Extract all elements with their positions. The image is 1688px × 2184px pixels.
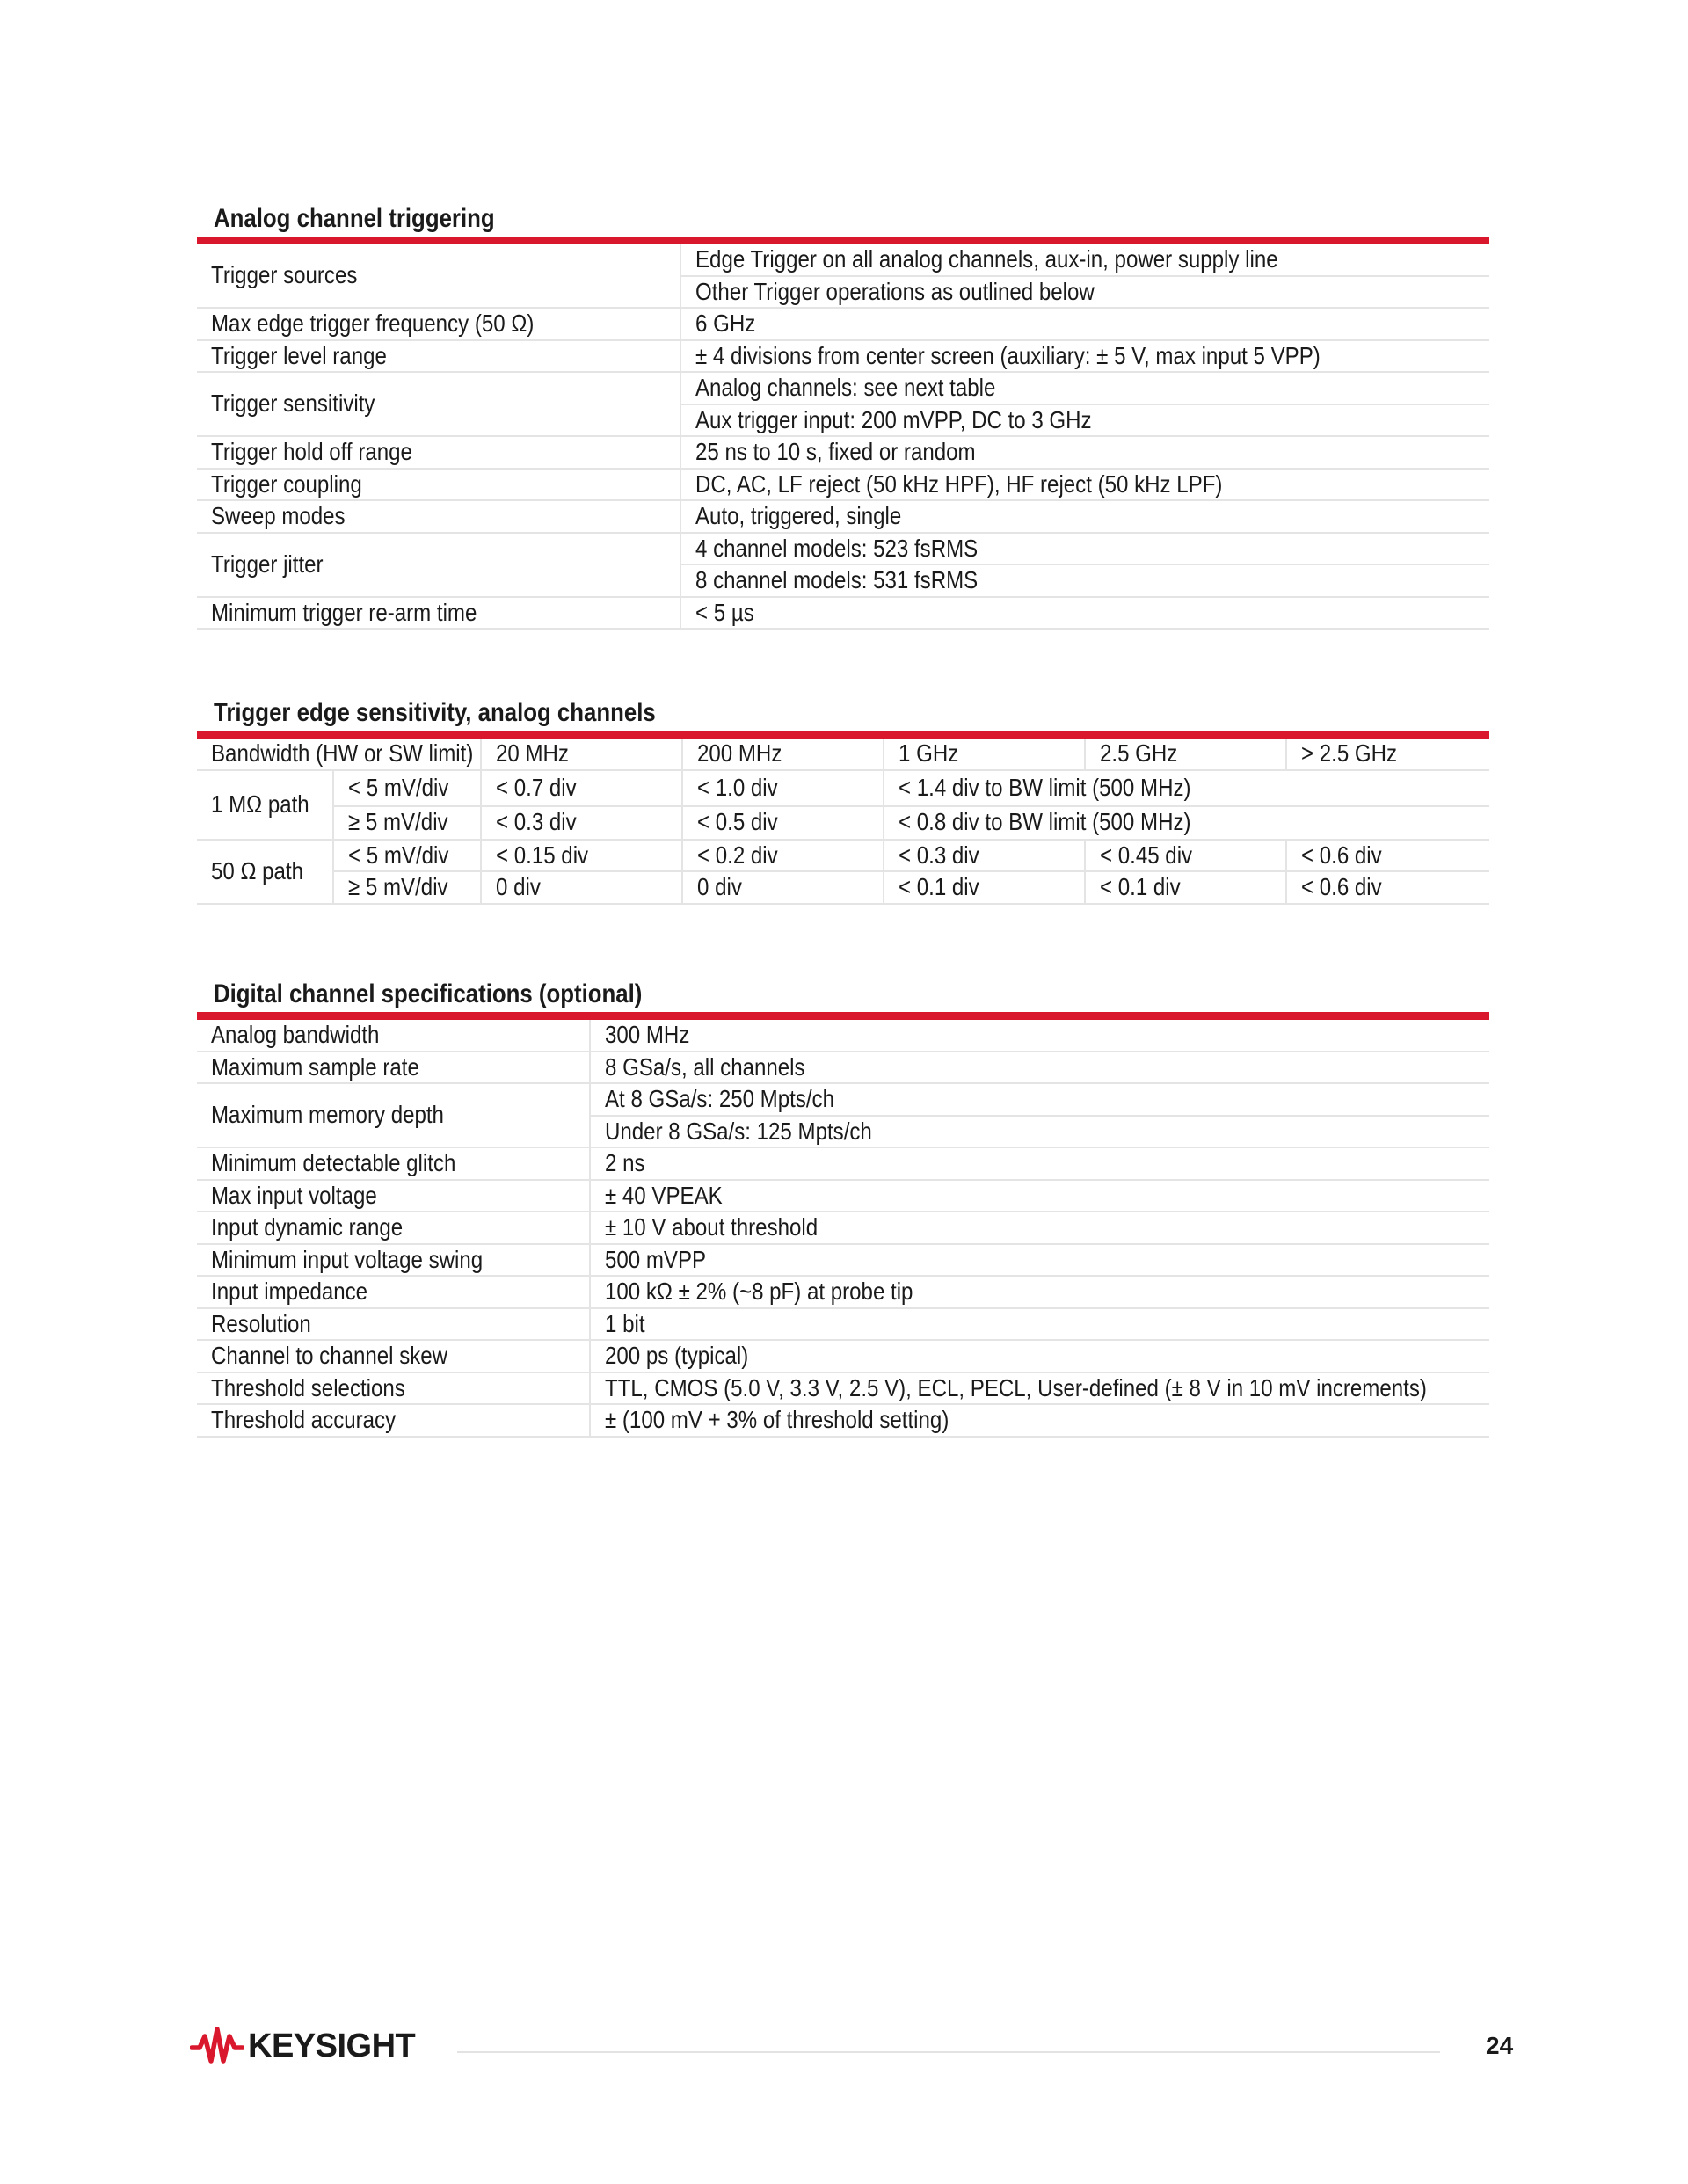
range-cell: ≥ 5 mV/div — [333, 871, 481, 904]
table-row — [197, 1244, 1489, 1277]
value-cell: < 0.7 div — [481, 770, 682, 806]
value-cell: < 0.6 div — [1286, 840, 1489, 872]
row-value: 6 GHz — [680, 308, 1489, 340]
analog-channel-triggering-section — [197, 201, 1489, 630]
row-label: Max input voltage — [197, 1180, 590, 1212]
row-value: 8 channel models: 531 fsRMS — [680, 564, 1489, 597]
row-label: Channel to channel skew — [197, 1340, 590, 1372]
table-row — [197, 1372, 1489, 1405]
row-value: TTL, CMOS (5.0 V, 3.3 V, 2.5 V), ECL, PECL, User-defined (± 8 V in 10 mV increments) — [590, 1372, 1489, 1405]
header-cell: > 2.5 GHz — [1286, 739, 1489, 770]
digital-channel-specs-section — [197, 977, 1489, 1438]
row-label: Resolution — [197, 1308, 590, 1341]
row-value: 200 ps (typical) — [590, 1340, 1489, 1372]
path-label: 50 Ω path — [197, 840, 333, 904]
row-label: Maximum memory depth — [197, 1083, 590, 1147]
row-value: 100 kΩ ± 2% (~8 pF) at probe tip — [590, 1276, 1489, 1308]
section-divider — [197, 237, 1489, 244]
table-row — [197, 1212, 1489, 1244]
row-label: Minimum input voltage swing — [197, 1244, 590, 1277]
row-value: ± 10 V about threshold — [590, 1212, 1489, 1244]
value-cell: < 0.1 div — [884, 871, 1085, 904]
header-cell: 2.5 GHz — [1085, 739, 1286, 770]
row-label: Trigger sensitivity — [197, 372, 680, 436]
table-row — [197, 770, 1489, 806]
row-value: Edge Trigger on all analog channels, aux-in, power supply line — [680, 244, 1489, 276]
row-label: Trigger hold off range — [197, 436, 680, 469]
range-cell: < 5 mV/div — [333, 770, 481, 806]
section-title: Digital channel specifications (optional) — [214, 979, 643, 1008]
row-label: Minimum trigger re-arm time — [197, 597, 680, 630]
table-row — [197, 1404, 1489, 1437]
value-cell: < 0.1 div — [1085, 871, 1286, 904]
table-row — [197, 1147, 1489, 1180]
logo-text: KEYSIGHT — [248, 2027, 416, 2064]
table-row — [197, 1020, 1489, 1052]
table-row — [197, 806, 1489, 840]
path-label: 1 MΩ path — [197, 770, 333, 840]
table-row — [197, 469, 1489, 501]
row-value: 500 mVPP — [590, 1244, 1489, 1277]
analog-triggering-table — [197, 244, 1489, 630]
row-value: 4 channel models: 523 fsRMS — [680, 533, 1489, 565]
page-number: 24 — [1486, 2032, 1514, 2059]
row-value: 8 GSa/s, all channels — [590, 1052, 1489, 1084]
row-value: Other Trigger operations as outlined below — [680, 276, 1489, 309]
value-cell: < 0.3 div — [884, 840, 1085, 872]
row-label: Max edge trigger frequency (50 Ω) — [197, 308, 680, 340]
range-cell: ≥ 5 mV/div — [333, 806, 481, 840]
row-value: < 5 µs — [680, 597, 1489, 630]
value-cell: 0 div — [481, 871, 682, 904]
row-label: Sweep modes — [197, 500, 680, 533]
row-value: Analog channels: see next table — [680, 372, 1489, 404]
row-value: At 8 GSa/s: 250 Mpts/ch — [590, 1083, 1489, 1116]
table-row — [197, 840, 1489, 872]
table-row — [197, 533, 1489, 565]
value-cell: < 0.3 div — [481, 806, 682, 840]
trigger-edge-sensitivity-section — [197, 695, 1489, 905]
row-value: ± 4 divisions from center screen (auxiliary: ± 5 V, max input 5 VPP) — [680, 340, 1489, 373]
row-label: Trigger sources — [197, 244, 680, 308]
header-cell: 20 MHz — [481, 739, 682, 770]
section-divider — [197, 1012, 1489, 1020]
table-row — [197, 244, 1489, 276]
section-title: Trigger edge sensitivity, analog channels — [214, 698, 656, 727]
row-label: Trigger jitter — [197, 533, 680, 597]
table-row — [197, 1180, 1489, 1212]
row-value: 1 bit — [590, 1308, 1489, 1341]
row-label: Minimum detectable glitch — [197, 1147, 590, 1180]
row-label: Maximum sample rate — [197, 1052, 590, 1084]
value-cell: < 0.2 div — [682, 840, 884, 872]
table-row — [197, 436, 1489, 469]
table-row — [197, 1052, 1489, 1084]
row-value: ± 40 VPEAK — [590, 1180, 1489, 1212]
value-cell: < 0.45 div — [1085, 840, 1286, 872]
table-row — [197, 1308, 1489, 1341]
row-value: Under 8 GSa/s: 125 Mpts/ch — [590, 1116, 1489, 1148]
table-row — [197, 308, 1489, 340]
table-row — [197, 372, 1489, 404]
row-value: Aux trigger input: 200 mVPP, DC to 3 GHz — [680, 404, 1489, 437]
edge-sensitivity-table — [197, 739, 1489, 905]
row-label: Trigger level range — [197, 340, 680, 373]
header-cell: Bandwidth (HW or SW limit) — [197, 739, 481, 770]
value-cell: < 1.0 div — [682, 770, 884, 806]
row-value: ± (100 mV + 3% of threshold setting) — [590, 1404, 1489, 1437]
digital-specs-table — [197, 1020, 1489, 1438]
value-cell: < 0.6 div — [1286, 871, 1489, 904]
table-row — [197, 500, 1489, 533]
row-label: Input impedance — [197, 1276, 590, 1308]
section-divider — [197, 731, 1489, 739]
table-row — [197, 1083, 1489, 1116]
value-cell: < 0.8 div to BW limit (500 MHz) — [884, 806, 1489, 840]
row-label: Trigger coupling — [197, 469, 680, 501]
keysight-logo — [190, 2024, 415, 2068]
row-value: 25 ns to 10 s, fixed or random — [680, 436, 1489, 469]
section-title: Analog channel triggering — [214, 204, 495, 233]
header-cell: 1 GHz — [884, 739, 1085, 770]
row-label: Threshold selections — [197, 1372, 590, 1405]
table-header-row — [197, 739, 1489, 770]
header-cell: 200 MHz — [682, 739, 884, 770]
footer-divider — [457, 2051, 1440, 2053]
row-value: DC, AC, LF reject (50 kHz HPF), HF reject (50 kHz LPF) — [680, 469, 1489, 501]
value-cell: < 0.15 div — [481, 840, 682, 872]
keysight-wave-icon — [190, 2026, 244, 2066]
row-value: 300 MHz — [590, 1020, 1489, 1052]
row-label: Input dynamic range — [197, 1212, 590, 1244]
table-row — [197, 340, 1489, 373]
table-row — [197, 1340, 1489, 1372]
row-label: Analog bandwidth — [197, 1020, 590, 1052]
table-row — [197, 1276, 1489, 1308]
table-row — [197, 871, 1489, 904]
row-label: Threshold accuracy — [197, 1404, 590, 1437]
range-cell: < 5 mV/div — [333, 840, 481, 872]
value-cell: 0 div — [682, 871, 884, 904]
value-cell: < 0.5 div — [682, 806, 884, 840]
value-cell: < 1.4 div to BW limit (500 MHz) — [884, 770, 1489, 806]
row-value: Auto, triggered, single — [680, 500, 1489, 533]
row-value: 2 ns — [590, 1147, 1489, 1180]
table-row — [197, 597, 1489, 630]
